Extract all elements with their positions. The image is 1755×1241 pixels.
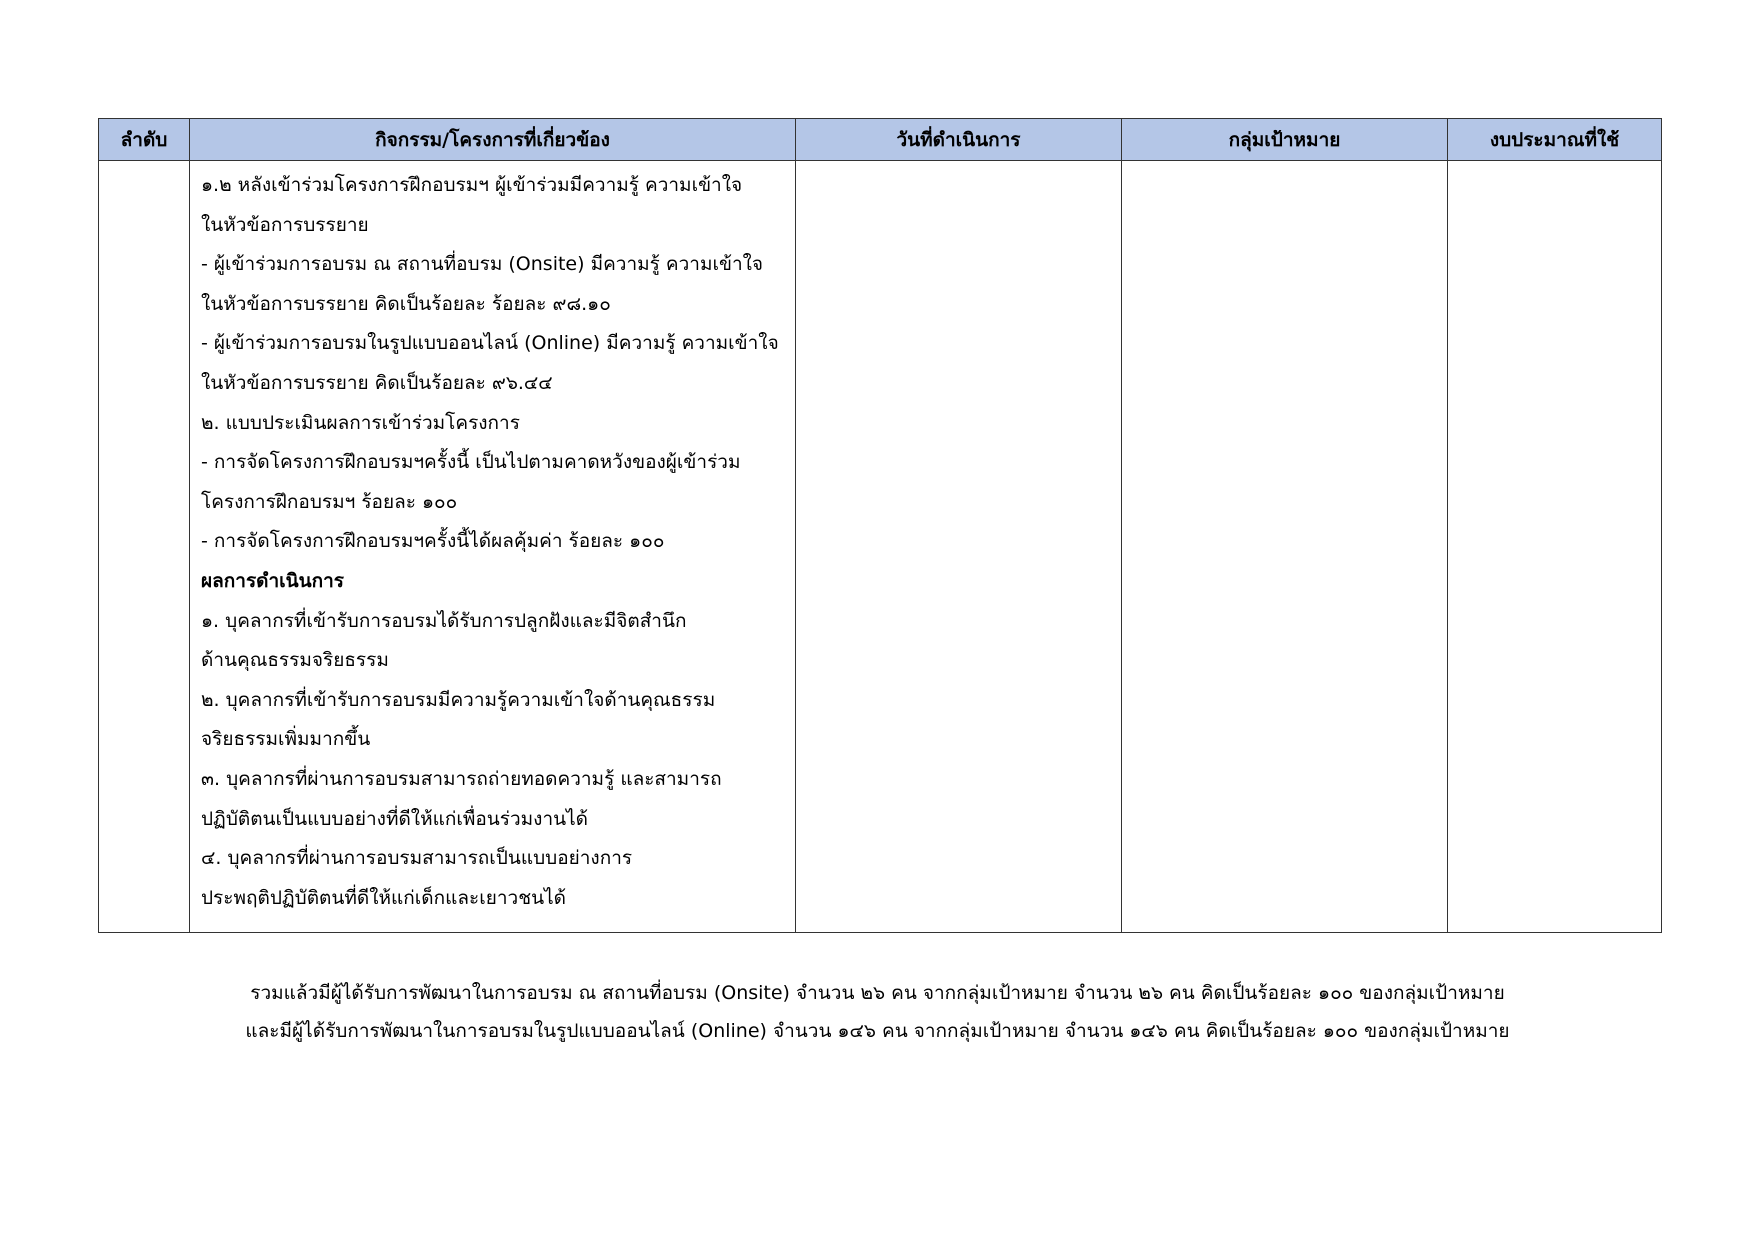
header-order: ลำดับ bbox=[99, 119, 190, 161]
activity-text-line: ด้านคุณธรรมจริยธรรม bbox=[201, 649, 389, 672]
activity-text-line: ในหัวข้อการบรรยาย คิดเป็นร้อยละ ๙๖.๔๔ bbox=[201, 371, 553, 394]
summary-line-online: และมีผู้ได้รับการพัฒนาในการอบรมในรูปแบบออนไลน์ (Online) จำนวน ๑๔๖ คน จากกลุ่มเป้าหมาย จำนวน ๑๔๖ คน คิดเป็นร้อยละ ๑๐๐ ของกลุ่มเป้าหมาย bbox=[245, 1020, 1510, 1042]
activity-text-line: ๔. บุคลากรที่ผ่านการอบรมสามารถเป็นแบบอย่างการ bbox=[201, 847, 633, 870]
activity-text-line: ๒. แบบประเมินผลการเข้าร่วมโครงการ bbox=[201, 411, 520, 434]
header-date: วันที่ดำเนินการ bbox=[796, 119, 1122, 161]
cell-order bbox=[99, 161, 190, 933]
header-activity: กิจกรรม/โครงการที่เกี่ยวข้อง bbox=[190, 119, 796, 161]
activity-text-line: โครงการฝึกอบรมฯ ร้อยละ ๑๐๐ bbox=[201, 490, 458, 513]
cell-target-group bbox=[1122, 161, 1448, 933]
table-header-row bbox=[99, 119, 1662, 161]
activity-text-line: ๒. บุคลากรที่เข้ารับการอบรมมีความรู้ความเข้าใจด้านคุณธรรม bbox=[201, 688, 716, 711]
activity-text-line: ในหัวข้อการบรรยาย คิดเป็นร้อยละ ร้อยละ ๙๘.๑๐ bbox=[201, 292, 611, 315]
activity-text-line: - การจัดโครงการฝึกอบรมฯครั้งนี้ เป็นไปตามคาดหวังของผู้เข้าร่วม bbox=[201, 451, 741, 474]
activity-text-line: - การจัดโครงการฝึกอบรมฯครั้งนี้ได้ผลคุ้มค่า ร้อยละ ๑๐๐ bbox=[201, 530, 665, 553]
summary-line-onsite: รวมแล้วมีผู้ได้รับการพัฒนาในการอบรม ณ สถานที่อบรม (Onsite) จำนวน ๒๖ คน จากกลุ่มเป้าหมาย จำนวน ๒๖ คน คิดเป็นร้อยละ ๑๐๐ ของกลุ่มเป้าหมาย bbox=[250, 982, 1505, 1004]
header-target-group: กลุ่มเป้าหมาย bbox=[1122, 119, 1448, 161]
activity-text-line: ๑. บุคลากรที่เข้ารับการอบรมได้รับการปลูกฝังและมีจิตสำนึก bbox=[201, 609, 687, 632]
activity-text-line: ประพฤติปฏิบัติตนที่ดีให้แก่เด็กและเยาวชนได้ bbox=[201, 886, 566, 909]
activity-text-line: ปฏิบัติตนเป็นแบบอย่างที่ดีให้แก่เพื่อนร่วมงานได้ bbox=[201, 807, 589, 830]
cell-date bbox=[796, 161, 1122, 933]
cell-activity bbox=[190, 161, 796, 933]
activity-text-line: ในหัวข้อการบรรยาย bbox=[201, 213, 369, 236]
activity-text-line: - ผู้เข้าร่วมการอบรมในรูปแบบออนไลน์ (Online) มีความรู้ ความเข้าใจ bbox=[201, 332, 779, 355]
table-row bbox=[99, 161, 1662, 933]
activity-text-line: ๓. บุคลากรที่ผ่านการอบรมสามารถถ่ายทอดความรู้ และสามารถ bbox=[201, 767, 722, 790]
header-budget: งบประมาณที่ใช้ bbox=[1448, 119, 1662, 161]
activity-lines bbox=[190, 166, 795, 918]
activity-text-line: - ผู้เข้าร่วมการอบรม ณ สถานที่อบรม (Onsite) มีความรู้ ความเข้าใจ bbox=[201, 253, 764, 276]
cell-budget bbox=[1448, 161, 1662, 933]
activity-report-table bbox=[98, 118, 1662, 933]
activity-text-line: ๑.๒ หลังเข้าร่วมโครงการฝึกอบรมฯ ผู้เข้าร่วมมีความรู้ ความเข้าใจ bbox=[201, 174, 743, 196]
section-heading: ผลการดำเนินการ bbox=[201, 569, 345, 592]
activity-text-line: จริยธรรมเพิ่มมากขึ้น bbox=[201, 728, 371, 751]
